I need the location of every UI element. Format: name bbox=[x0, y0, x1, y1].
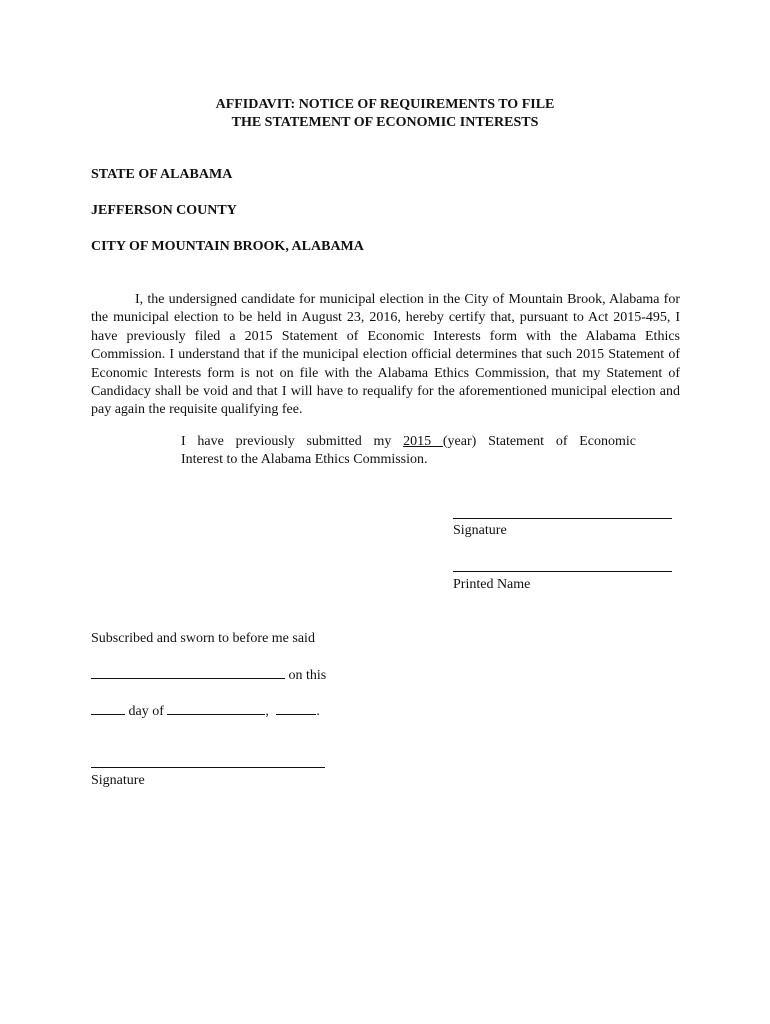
county-heading: JEFFERSON COUNTY bbox=[91, 203, 237, 218]
date-row bbox=[91, 701, 320, 721]
year-blank[interactable] bbox=[276, 701, 316, 715]
city-heading: CITY OF MOUNTAIN BROOK, ALABAMA bbox=[91, 239, 364, 254]
candidate-signature-line[interactable] bbox=[453, 518, 672, 519]
declaration-prefix: I have previously submitted my bbox=[181, 434, 392, 449]
declaration-line-2: Interest to the Alabama Ethics Commission. bbox=[181, 452, 428, 468]
day-of-text: day of bbox=[128, 704, 164, 719]
sworn-text: Subscribed and sworn to before me said bbox=[91, 631, 315, 646]
date-period: . bbox=[316, 704, 320, 719]
notary-signature-line[interactable] bbox=[91, 767, 325, 768]
title-line-2: THE STATEMENT OF ECONOMIC INTERESTS bbox=[231, 115, 539, 130]
date-comma: , bbox=[265, 704, 269, 719]
day-blank[interactable] bbox=[91, 701, 125, 715]
declaration-line-1 bbox=[181, 433, 636, 451]
candidate-signature-label: Signature bbox=[453, 523, 507, 538]
declaration-paragraph bbox=[181, 433, 636, 470]
notary-name-row bbox=[91, 665, 326, 685]
title-line-1: AFFIDAVIT: NOTICE OF REQUIREMENTS TO FILE bbox=[215, 97, 555, 112]
document-title bbox=[0, 96, 770, 132]
state-heading: STATE OF ALABAMA bbox=[91, 167, 233, 182]
notary-name-blank[interactable] bbox=[91, 665, 285, 679]
notary-signature-label: Signature bbox=[91, 773, 145, 788]
month-blank[interactable] bbox=[167, 701, 265, 715]
declaration-suffix: (year) Statement of Economic bbox=[442, 434, 636, 449]
affidavit-paragraph: I, the undersigned candidate for municipal election in the City of Mountain Brook, Alabama for the municipal election to be held in August 23, 2016, hereby certify that, pursuant to Act 2015-495, I have previously filed a 2015 Statement of Economic Interests form with the Alabama Ethics Commission. I understand that if the municipal election official determines that such 2015 Statement of Economic Interests form is not on file with the Alabama Ethics Commission, that my Statement of Candidacy shall be void and that I will have to requalify for the aforementioned municipal election and pay again the requisite qualifying fee. bbox=[91, 292, 680, 418]
printed-name-line[interactable] bbox=[453, 571, 672, 572]
declaration-year: 2015 bbox=[403, 434, 443, 449]
on-this-text: on this bbox=[288, 668, 327, 683]
printed-name-label: Printed Name bbox=[453, 577, 531, 592]
